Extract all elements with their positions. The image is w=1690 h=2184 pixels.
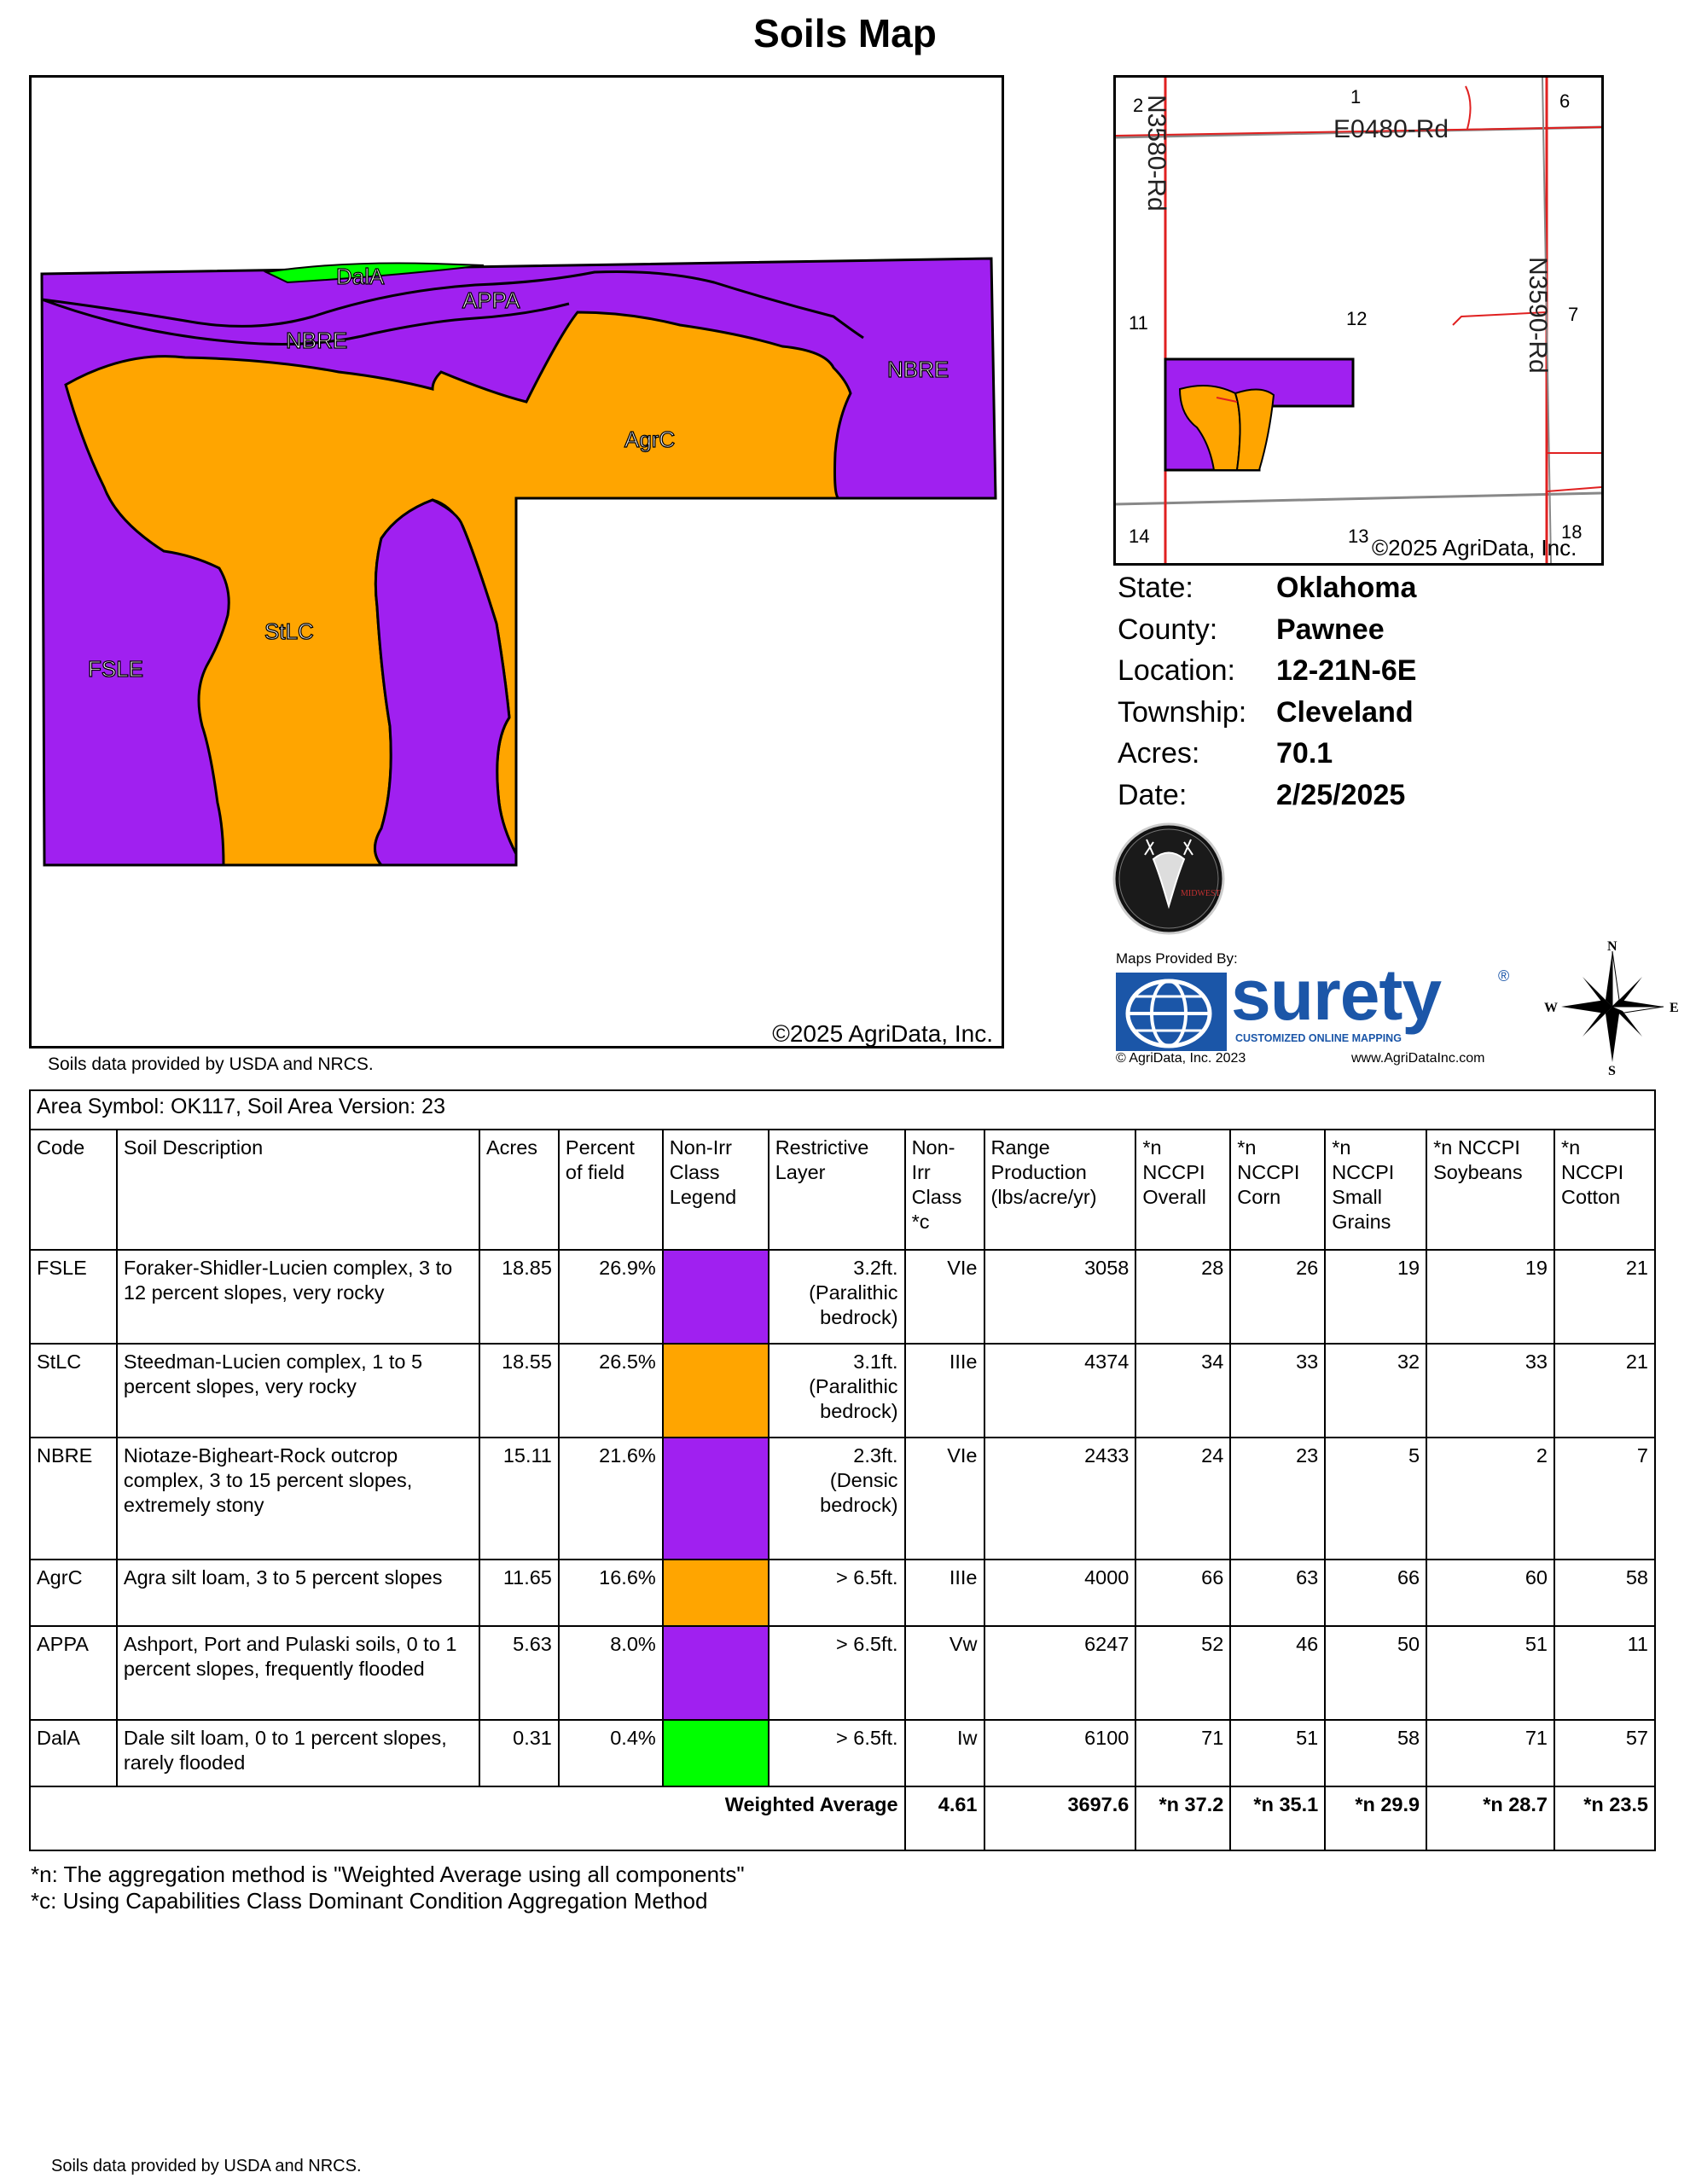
header-code: Code [30, 1130, 117, 1250]
table-row [30, 1720, 1655, 1786]
cell-acres: 11.65 [479, 1560, 559, 1626]
cell-nccpi-cotton: 57 [1554, 1720, 1655, 1786]
weighted-range: 3697.6 [984, 1786, 1136, 1850]
cell-nccpi-grains: 32 [1325, 1344, 1426, 1438]
cell-acres: 0.31 [479, 1720, 559, 1786]
info-label: Acres: [1118, 737, 1200, 770]
cell-restrictive-layer: > 6.5ft. [769, 1560, 905, 1626]
info-value: 2/25/2025 [1276, 778, 1406, 811]
info-label: State: [1118, 572, 1193, 604]
map-label-nbre-left: NBRE [286, 328, 348, 353]
section-6: 6 [1559, 90, 1571, 112]
header-range: Range Production (lbs/acre/yr) [984, 1130, 1136, 1250]
registered-mark: ® [1498, 967, 1510, 985]
cell-nccpi-cotton: 21 [1554, 1250, 1655, 1344]
info-value: 70.1 [1276, 737, 1333, 770]
cell-restrictive-layer: 3.1ft. (Paralithic bedrock) [769, 1344, 905, 1438]
cell-description: Ashport, Port and Pulaski soils, 0 to 1 percent slopes, frequently flooded [117, 1626, 479, 1720]
info-label: Date: [1118, 778, 1188, 811]
locator-map-canvas [1116, 78, 1601, 563]
info-value: 12-21N-6E [1276, 654, 1417, 687]
cell-code: DalA [30, 1720, 117, 1786]
cell-nonirr-class: Vw [905, 1626, 984, 1720]
table-row [30, 1626, 1655, 1720]
agridata-website: www.AgriDataInc.com [1351, 1051, 1485, 1066]
info-value: Pawnee [1276, 613, 1385, 646]
soil-polygon-purple [42, 258, 996, 865]
globe-icon [1116, 973, 1227, 1051]
cell-class-legend-swatch [663, 1344, 769, 1438]
cell-nonirr-class: IIIe [905, 1560, 984, 1626]
cell-range-production: 3058 [984, 1250, 1136, 1344]
cell-class-legend-swatch [663, 1626, 769, 1720]
cell-range-production: 6100 [984, 1720, 1136, 1786]
info-value: Cleveland [1276, 695, 1414, 729]
cell-nccpi-grains: 58 [1325, 1720, 1426, 1786]
header-desc: Soil Description [117, 1130, 479, 1250]
maps-provided-by: Maps Provided By: [1116, 950, 1238, 967]
map-label-fsle: FSLE [88, 656, 144, 682]
midwest-logo-text: MIDWEST [1181, 889, 1221, 898]
cell-percent: 8.0% [559, 1626, 663, 1720]
cell-nonirr-class: Iw [905, 1720, 984, 1786]
cell-percent: 0.4% [559, 1720, 663, 1786]
cell-nccpi-soybeans: 60 [1426, 1560, 1554, 1626]
section-13: 13 [1348, 526, 1369, 547]
cell-restrictive-layer: 2.3ft. (Densic bedrock) [769, 1438, 905, 1560]
surety-tagline: CUSTOMIZED ONLINE MAPPING [1235, 1032, 1402, 1044]
cell-nccpi-cotton: 21 [1554, 1344, 1655, 1438]
cell-nccpi-soybeans: 71 [1426, 1720, 1554, 1786]
cell-acres: 5.63 [479, 1626, 559, 1720]
compass-s: S [1608, 1064, 1616, 1075]
cell-restrictive-layer: > 6.5ft. [769, 1720, 905, 1786]
cell-nccpi-overall: 71 [1135, 1720, 1230, 1786]
weighted-average-row [30, 1786, 1655, 1850]
info-county [1118, 609, 1629, 651]
section-14: 14 [1129, 526, 1150, 547]
compass-n: N [1607, 939, 1617, 954]
section-7: 7 [1568, 304, 1579, 325]
cell-description: Dale silt loam, 0 to 1 percent slopes, rarely flooded [117, 1720, 479, 1786]
header-nccpi-overall: *n NCCPI Overall [1135, 1130, 1230, 1250]
bottom-source-note: Soils data provided by USDA and NRCS. [51, 2157, 362, 2175]
main-map-copyright: ©2025 AgriData, Inc. [772, 1020, 993, 1047]
cell-nccpi-corn: 23 [1230, 1438, 1325, 1560]
section-1: 1 [1350, 86, 1362, 107]
cell-nccpi-grains: 66 [1325, 1560, 1426, 1626]
weighted-overall: *n 37.2 [1135, 1786, 1230, 1850]
cell-range-production: 4000 [984, 1560, 1136, 1626]
cell-nccpi-grains: 19 [1325, 1250, 1426, 1344]
header-percent: Percent of field [559, 1130, 663, 1250]
cell-nccpi-overall: 66 [1135, 1560, 1230, 1626]
map-label-stlc: StLC [264, 619, 314, 644]
source-note: Soils data provided by USDA and NRCS. [48, 1054, 374, 1074]
weighted-corn: *n 35.1 [1230, 1786, 1325, 1850]
cell-nccpi-grains: 50 [1325, 1626, 1426, 1720]
table-row [30, 1250, 1655, 1344]
info-acres [1118, 733, 1629, 775]
cell-code: NBRE [30, 1438, 117, 1560]
cell-code: FSLE [30, 1250, 117, 1344]
cell-code: APPA [30, 1626, 117, 1720]
soils-map [29, 75, 1004, 1048]
section-18: 18 [1561, 521, 1583, 543]
cell-nccpi-overall: 24 [1135, 1438, 1230, 1560]
header-nccpi-grains: *n NCCPI Small Grains [1325, 1130, 1426, 1250]
cell-nccpi-corn: 33 [1230, 1344, 1325, 1438]
cell-restrictive-layer: > 6.5ft. [769, 1626, 905, 1720]
property-info [1118, 567, 1629, 816]
weighted-cotton: *n 23.5 [1554, 1786, 1655, 1850]
compass-w: W [1544, 1001, 1558, 1015]
road-label-west: N3580-Rd [1142, 95, 1170, 212]
cell-percent: 16.6% [559, 1560, 663, 1626]
cell-nonirr-class: VIe [905, 1438, 984, 1560]
cell-acres: 18.55 [479, 1344, 559, 1438]
section-2: 2 [1133, 95, 1144, 116]
map-label-agrc: AgrC [624, 427, 676, 452]
cell-code: AgrC [30, 1560, 117, 1626]
surety-logo-text: surety [1231, 955, 1442, 1035]
cell-code: StLC [30, 1344, 117, 1438]
cell-nccpi-soybeans: 33 [1426, 1344, 1554, 1438]
cell-range-production: 6247 [984, 1626, 1136, 1720]
cell-percent: 26.5% [559, 1344, 663, 1438]
cell-nccpi-overall: 34 [1135, 1344, 1230, 1438]
cell-acres: 18.85 [479, 1250, 559, 1344]
cell-nccpi-overall: 28 [1135, 1250, 1230, 1344]
table-row [30, 1560, 1655, 1626]
info-location [1118, 650, 1629, 692]
footnote-n: *n: The aggregation method is "Weighted Average using all components" [31, 1862, 745, 1887]
cell-class-legend-swatch [663, 1438, 769, 1560]
info-date [1118, 775, 1629, 816]
cell-nccpi-soybeans: 2 [1426, 1438, 1554, 1560]
map-label-appa: APPA [462, 288, 520, 313]
cell-nccpi-corn: 51 [1230, 1720, 1325, 1786]
cell-restrictive-layer: 3.2ft. (Paralithic bedrock) [769, 1250, 905, 1344]
agridata-copyright: © AgriData, Inc. 2023 [1116, 1051, 1246, 1066]
cell-nccpi-cotton: 11 [1554, 1626, 1655, 1720]
weighted-class: 4.61 [905, 1786, 984, 1850]
cell-nccpi-corn: 46 [1230, 1626, 1325, 1720]
road-label-north: E0480-Rd [1333, 115, 1449, 143]
surety-branding [1116, 950, 1525, 1078]
table-row [30, 1344, 1655, 1438]
cell-range-production: 4374 [984, 1344, 1136, 1438]
cell-range-production: 2433 [984, 1438, 1136, 1560]
header-restrictive: Restrictive Layer [769, 1130, 905, 1250]
map-label-nbre-right: NBRE [887, 357, 950, 382]
header-nonirr-legend: Non-Irr Class Legend [663, 1130, 769, 1250]
info-label: Township: [1118, 695, 1247, 729]
midwest-logo [1111, 821, 1227, 937]
footnotes [31, 1862, 745, 1914]
cell-description: Niotaze-Bigheart-Rock outcrop complex, 3 to 15 percent slopes, extremely stony [117, 1438, 479, 1560]
map-label-dala: DalA [336, 264, 385, 289]
cell-nonirr-class: VIe [905, 1250, 984, 1344]
road-label-east: N3590-Rd [1524, 257, 1552, 374]
cell-nccpi-soybeans: 19 [1426, 1250, 1554, 1344]
cell-nccpi-overall: 52 [1135, 1626, 1230, 1720]
cell-percent: 21.6% [559, 1438, 663, 1560]
cell-percent: 26.9% [559, 1250, 663, 1344]
cell-class-legend-swatch [663, 1250, 769, 1344]
cell-class-legend-swatch [663, 1720, 769, 1786]
locator-copyright: ©2025 AgriData, Inc. [1372, 535, 1577, 561]
info-township [1118, 692, 1629, 734]
soils-map-canvas [32, 78, 1002, 1046]
cell-description: Agra silt loam, 3 to 5 percent slopes [117, 1560, 479, 1626]
cell-nccpi-grains: 5 [1325, 1438, 1426, 1560]
cell-nccpi-cotton: 58 [1554, 1560, 1655, 1626]
weighted-soybeans: *n 28.7 [1426, 1786, 1554, 1850]
table-header-row [30, 1130, 1655, 1250]
weighted-average-label: Weighted Average [30, 1786, 905, 1850]
soils-table [29, 1089, 1656, 1851]
page-title: Soils Map [753, 11, 937, 55]
header-acres: Acres [479, 1130, 559, 1250]
header-nccpi-soybeans: *n NCCPI Soybeans [1426, 1130, 1554, 1250]
header-nonirr-class: Non- Irr Class *c [905, 1130, 984, 1250]
weighted-grains: *n 29.9 [1325, 1786, 1426, 1850]
cell-nccpi-soybeans: 51 [1426, 1626, 1554, 1720]
cell-nonirr-class: IIIe [905, 1344, 984, 1438]
info-value: Oklahoma [1276, 572, 1417, 604]
info-state [1118, 567, 1629, 609]
table-row [30, 1438, 1655, 1560]
cell-description: Steedman-Lucien complex, 1 to 5 percent slopes, very rocky [117, 1344, 479, 1438]
cell-nccpi-corn: 26 [1230, 1250, 1325, 1344]
compass-e: E [1670, 1001, 1679, 1015]
cell-class-legend-swatch [663, 1560, 769, 1626]
cell-acres: 15.11 [479, 1438, 559, 1560]
footnote-c: *c: Using Capabilities Class Dominant Condition Aggregation Method [31, 1888, 708, 1914]
section-12: 12 [1346, 308, 1368, 329]
compass-rose-icon [1536, 938, 1689, 1075]
info-label: Location: [1118, 654, 1235, 687]
section-11: 11 [1129, 312, 1148, 334]
header-nccpi-corn: *n NCCPI Corn [1230, 1130, 1325, 1250]
cell-nccpi-corn: 63 [1230, 1560, 1325, 1626]
locator-map [1113, 75, 1604, 566]
cell-nccpi-cotton: 7 [1554, 1438, 1655, 1560]
info-label: County: [1118, 613, 1218, 646]
header-nccpi-cotton: *n NCCPI Cotton [1554, 1130, 1655, 1250]
cell-description: Foraker-Shidler-Lucien complex, 3 to 12 percent slopes, very rocky [117, 1250, 479, 1344]
area-symbol: Area Symbol: OK117, Soil Area Version: 23 [30, 1090, 1655, 1130]
